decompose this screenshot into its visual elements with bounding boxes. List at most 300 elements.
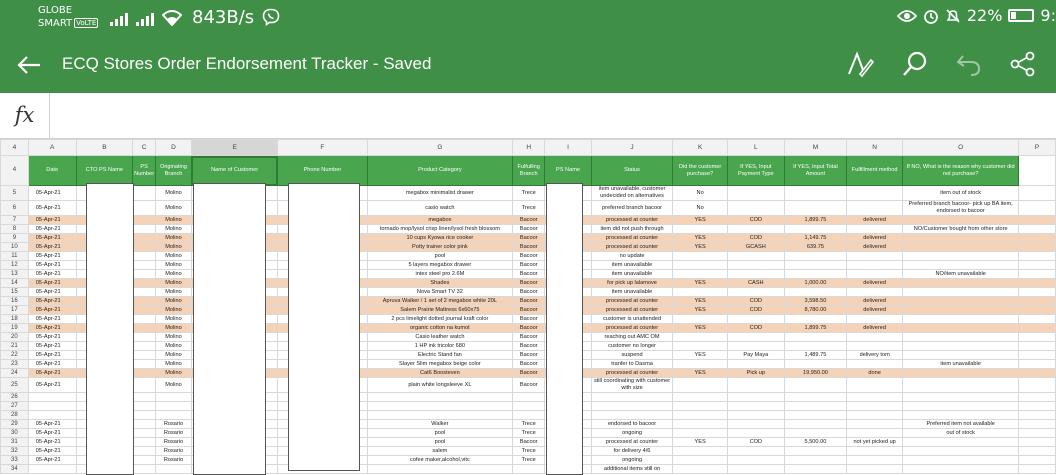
- cell-g[interactable]: Nova Smart TV 32: [367, 288, 513, 297]
- header-cell-l[interactable]: If YES, Input Payment Type: [727, 156, 784, 186]
- cell-k[interactable]: YES: [673, 351, 728, 360]
- cell-a[interactable]: 05-Apr-21: [28, 288, 76, 297]
- cell-g[interactable]: [367, 402, 513, 411]
- column-header-e[interactable]: E: [191, 140, 277, 156]
- cell-g[interactable]: Cat6 Boosteven: [367, 369, 513, 378]
- cell-o[interactable]: [903, 333, 1019, 342]
- row-number[interactable]: 11: [1, 252, 29, 261]
- cell-m[interactable]: [784, 429, 847, 438]
- cell-c[interactable]: [133, 447, 156, 456]
- cell-g[interactable]: cofee maker,alcohol,vitc: [367, 456, 513, 465]
- cell-n[interactable]: delivered: [847, 216, 903, 225]
- cell-c[interactable]: [133, 342, 156, 351]
- cell-p[interactable]: [1019, 378, 1056, 393]
- cell-g[interactable]: 1 HP ink tricolor 680: [367, 342, 513, 351]
- cell-c[interactable]: [133, 465, 156, 474]
- header-cell-c[interactable]: PS Number: [133, 156, 156, 186]
- cell-l[interactable]: [727, 225, 784, 234]
- cell-j[interactable]: processed at counter: [591, 234, 672, 243]
- cell-n[interactable]: [847, 261, 903, 270]
- cell-g[interactable]: pool: [367, 252, 513, 261]
- cell-l[interactable]: Pay Maya: [727, 351, 784, 360]
- cell-j[interactable]: tranfer to Dasma: [591, 360, 672, 369]
- row-number[interactable]: 5: [1, 186, 29, 201]
- cell-d[interactable]: Molino: [156, 252, 192, 261]
- header-cell-m[interactable]: If YES, Input Total Amount: [784, 156, 847, 186]
- cell-h[interactable]: Bacoor: [513, 261, 545, 270]
- cell-g[interactable]: organic cotton na kumot: [367, 324, 513, 333]
- cell-m[interactable]: [784, 225, 847, 234]
- cell-n[interactable]: done: [847, 369, 903, 378]
- cell-p[interactable]: [1019, 402, 1056, 411]
- cell-l[interactable]: [727, 447, 784, 456]
- cell-n[interactable]: [847, 315, 903, 324]
- cell-n[interactable]: delivered: [847, 279, 903, 288]
- cell-j[interactable]: ongoing: [591, 456, 672, 465]
- row-number[interactable]: 29: [1, 420, 29, 429]
- cell-h[interactable]: Bacoor: [513, 369, 545, 378]
- row-number[interactable]: 27: [1, 402, 29, 411]
- header-cell-o[interactable]: If NO, What is the reason why customer did not purchase?: [903, 156, 1019, 186]
- row-number[interactable]: 16: [1, 297, 29, 306]
- cell-a[interactable]: 05-Apr-21: [28, 252, 76, 261]
- cell-d[interactable]: Molino: [156, 279, 192, 288]
- cell-m[interactable]: [784, 288, 847, 297]
- cell-c[interactable]: [133, 252, 156, 261]
- cell-k[interactable]: [673, 429, 728, 438]
- cell-p[interactable]: [1019, 456, 1056, 465]
- cell-k[interactable]: [673, 315, 728, 324]
- header-cell-d[interactable]: Originating Branch: [156, 156, 192, 186]
- cell-g[interactable]: megabox: [367, 216, 513, 225]
- cell-n[interactable]: delivered: [847, 234, 903, 243]
- cell-c[interactable]: [133, 420, 156, 429]
- cell-h[interactable]: Bacoor: [513, 225, 545, 234]
- cell-d[interactable]: Molino: [156, 201, 192, 216]
- cell-m[interactable]: [784, 315, 847, 324]
- cell-o[interactable]: [903, 288, 1019, 297]
- column-header-p[interactable]: P: [1019, 140, 1056, 156]
- cell-j[interactable]: still coordinating with customer with size: [591, 378, 672, 393]
- cell-j[interactable]: ongoing: [591, 429, 672, 438]
- cell-n[interactable]: [847, 201, 903, 216]
- cell-n[interactable]: [847, 252, 903, 261]
- row-number[interactable]: 10: [1, 243, 29, 252]
- cell-j[interactable]: item did not push through: [591, 225, 672, 234]
- cell-p[interactable]: [1019, 216, 1056, 225]
- column-header-d[interactable]: D: [156, 140, 192, 156]
- cell-a[interactable]: [28, 465, 76, 474]
- row-number[interactable]: 28: [1, 411, 29, 420]
- cell-d[interactable]: [156, 465, 192, 474]
- cell-m[interactable]: [784, 456, 847, 465]
- cell-l[interactable]: [727, 333, 784, 342]
- cell-d[interactable]: Rosario: [156, 420, 192, 429]
- header-cell-g[interactable]: Product Category: [367, 156, 513, 186]
- cell-l[interactable]: COD: [727, 297, 784, 306]
- cell-n[interactable]: [847, 456, 903, 465]
- cell-d[interactable]: Rosario: [156, 447, 192, 456]
- cell-p[interactable]: [1019, 438, 1056, 447]
- cell-l[interactable]: CASH: [727, 279, 784, 288]
- cell-n[interactable]: not yet picked up: [847, 438, 903, 447]
- cell-d[interactable]: Molino: [156, 369, 192, 378]
- cell-k[interactable]: [673, 420, 728, 429]
- cell-l[interactable]: [727, 378, 784, 393]
- cell-l[interactable]: [727, 420, 784, 429]
- cell-d[interactable]: Molino: [156, 270, 192, 279]
- cell-l[interactable]: [727, 393, 784, 402]
- cell-h[interactable]: [513, 465, 545, 474]
- header-cell-k[interactable]: Did the customer purchase?: [673, 156, 728, 186]
- cell-l[interactable]: COD: [727, 324, 784, 333]
- cell-h[interactable]: Trece: [513, 420, 545, 429]
- cell-a[interactable]: 05-Apr-21: [28, 447, 76, 456]
- cell-l[interactable]: COD: [727, 234, 784, 243]
- cell-p[interactable]: [1019, 429, 1056, 438]
- cell-h[interactable]: Bacoor: [513, 216, 545, 225]
- cell-m[interactable]: 5,500.00: [784, 438, 847, 447]
- cell-p[interactable]: [1019, 360, 1056, 369]
- header-cell-h[interactable]: Fulfulling Branch: [513, 156, 545, 186]
- cell-l[interactable]: [727, 402, 784, 411]
- cell-h[interactable]: [513, 411, 545, 420]
- cell-a[interactable]: 05-Apr-21: [28, 279, 76, 288]
- cell-p[interactable]: [1019, 225, 1056, 234]
- cell-j[interactable]: processed at counter: [591, 243, 672, 252]
- cell-p[interactable]: [1019, 411, 1056, 420]
- cell-l[interactable]: [727, 429, 784, 438]
- column-header-k[interactable]: K: [673, 140, 728, 156]
- cell-l[interactable]: COD: [727, 306, 784, 315]
- cell-o[interactable]: item out of stock: [903, 186, 1019, 201]
- cell-h[interactable]: Bacoor: [513, 243, 545, 252]
- cell-h[interactable]: Bacoor: [513, 438, 545, 447]
- cell-o[interactable]: NO/Customer bought from other store: [903, 225, 1019, 234]
- cell-m[interactable]: [784, 420, 847, 429]
- cell-j[interactable]: preferred branch bacoor: [591, 201, 672, 216]
- row-number[interactable]: 15: [1, 288, 29, 297]
- cell-p[interactable]: [1019, 270, 1056, 279]
- cell-d[interactable]: Molino: [156, 234, 192, 243]
- cell-n[interactable]: [847, 411, 903, 420]
- cell-g[interactable]: Salem Prairie Mattress 6x60x75: [367, 306, 513, 315]
- cell-c[interactable]: [133, 297, 156, 306]
- cell-h[interactable]: Bacoor: [513, 360, 545, 369]
- cell-c[interactable]: [133, 378, 156, 393]
- header-cell-p[interactable]: [1019, 156, 1056, 186]
- cell-l[interactable]: [727, 465, 784, 474]
- row-number[interactable]: 24: [1, 369, 29, 378]
- header-cell-a[interactable]: Date: [28, 156, 76, 186]
- cell-h[interactable]: Bacoor: [513, 288, 545, 297]
- cell-c[interactable]: [133, 351, 156, 360]
- cell-o[interactable]: [903, 315, 1019, 324]
- cell-n[interactable]: delivered: [847, 243, 903, 252]
- cell-j[interactable]: item unavailable: [591, 270, 672, 279]
- column-header-a[interactable]: A: [28, 140, 76, 156]
- row-number[interactable]: 25: [1, 378, 29, 393]
- cell-g[interactable]: Potty trainer color pink: [367, 243, 513, 252]
- cell-c[interactable]: [133, 411, 156, 420]
- cell-o[interactable]: [903, 393, 1019, 402]
- cell-a[interactable]: 05-Apr-21: [28, 333, 76, 342]
- cell-k[interactable]: [673, 333, 728, 342]
- cell-k[interactable]: YES: [673, 234, 728, 243]
- cell-g[interactable]: salem: [367, 447, 513, 456]
- cell-a[interactable]: 05-Apr-21: [28, 270, 76, 279]
- cell-a[interactable]: 05-Apr-21: [28, 216, 76, 225]
- cell-h[interactable]: Bacoor: [513, 378, 545, 393]
- cell-j[interactable]: [591, 393, 672, 402]
- back-arrow-icon[interactable]: [14, 50, 44, 80]
- row-number[interactable]: 21: [1, 342, 29, 351]
- cell-a[interactable]: 05-Apr-21: [28, 225, 76, 234]
- cell-d[interactable]: [156, 402, 192, 411]
- row-number[interactable]: 34: [1, 465, 29, 474]
- cell-c[interactable]: [133, 438, 156, 447]
- cell-m[interactable]: [784, 447, 847, 456]
- cell-p[interactable]: [1019, 369, 1056, 378]
- row-number[interactable]: 19: [1, 324, 29, 333]
- row-number[interactable]: 20: [1, 333, 29, 342]
- cell-n[interactable]: [847, 270, 903, 279]
- cell-k[interactable]: [673, 447, 728, 456]
- cell-k[interactable]: [673, 465, 728, 474]
- cell-d[interactable]: Molino: [156, 378, 192, 393]
- column-header-b[interactable]: B: [76, 140, 133, 156]
- cell-k[interactable]: No: [673, 201, 728, 216]
- cell-j[interactable]: endorsed to bacoor: [591, 420, 672, 429]
- cell-h[interactable]: Bacoor: [513, 351, 545, 360]
- cell-o[interactable]: [903, 447, 1019, 456]
- cell-c[interactable]: [133, 393, 156, 402]
- cell-d[interactable]: Rosario: [156, 456, 192, 465]
- cell-g[interactable]: [367, 393, 513, 402]
- cell-k[interactable]: [673, 360, 728, 369]
- cell-p[interactable]: [1019, 342, 1056, 351]
- cell-g[interactable]: 5 layers megabox drawer: [367, 261, 513, 270]
- cell-d[interactable]: Molino: [156, 342, 192, 351]
- cell-c[interactable]: [133, 234, 156, 243]
- cell-m[interactable]: [784, 465, 847, 474]
- cell-k[interactable]: YES: [673, 438, 728, 447]
- cell-o[interactable]: NO/item unavailable: [903, 270, 1019, 279]
- header-cell-i[interactable]: PS Name: [545, 156, 592, 186]
- cell-p[interactable]: [1019, 201, 1056, 216]
- cell-a[interactable]: 05-Apr-21: [28, 186, 76, 201]
- formula-bar[interactable]: [0, 93, 1056, 139]
- cell-g[interactable]: megabox minimalist drawer: [367, 186, 513, 201]
- cell-h[interactable]: Trece: [513, 186, 545, 201]
- cell-p[interactable]: [1019, 288, 1056, 297]
- cell-o[interactable]: [903, 351, 1019, 360]
- cell-p[interactable]: [1019, 420, 1056, 429]
- cell-a[interactable]: 05-Apr-21: [28, 360, 76, 369]
- cell-o[interactable]: [903, 234, 1019, 243]
- cell-k[interactable]: YES: [673, 297, 728, 306]
- undo-icon[interactable]: [955, 50, 983, 78]
- cell-h[interactable]: Bacoor: [513, 342, 545, 351]
- cell-m[interactable]: 639.75: [784, 243, 847, 252]
- cell-l[interactable]: COD: [727, 438, 784, 447]
- cell-c[interactable]: [133, 243, 156, 252]
- cell-k[interactable]: No: [673, 186, 728, 201]
- cell-k[interactable]: YES: [673, 279, 728, 288]
- search-icon[interactable]: [901, 50, 929, 78]
- cell-m[interactable]: [784, 342, 847, 351]
- cell-o[interactable]: out of stock: [903, 429, 1019, 438]
- cell-n[interactable]: [847, 378, 903, 393]
- cell-l[interactable]: COD: [727, 216, 784, 225]
- cell-k[interactable]: [673, 270, 728, 279]
- cell-j[interactable]: additional items still on: [591, 465, 672, 474]
- cell-a[interactable]: 05-Apr-21: [28, 324, 76, 333]
- cell-o[interactable]: [903, 456, 1019, 465]
- column-header-l[interactable]: L: [727, 140, 784, 156]
- cell-k[interactable]: [673, 393, 728, 402]
- row-number[interactable]: 14: [1, 279, 29, 288]
- cell-d[interactable]: Molino: [156, 351, 192, 360]
- cell-g[interactable]: Walker: [367, 420, 513, 429]
- cell-g[interactable]: intex steel pro 2.6M: [367, 270, 513, 279]
- cell-l[interactable]: [727, 261, 784, 270]
- cell-c[interactable]: [133, 360, 156, 369]
- cell-a[interactable]: 05-Apr-21: [28, 369, 76, 378]
- spreadsheet-table[interactable]: [0, 139, 1056, 474]
- cell-n[interactable]: [847, 393, 903, 402]
- cell-c[interactable]: [133, 456, 156, 465]
- cell-a[interactable]: 05-Apr-21: [28, 456, 76, 465]
- cell-k[interactable]: [673, 378, 728, 393]
- cell-o[interactable]: [903, 261, 1019, 270]
- cell-p[interactable]: [1019, 234, 1056, 243]
- row-number[interactable]: 22: [1, 351, 29, 360]
- column-header-g[interactable]: G: [367, 140, 513, 156]
- cell-o[interactable]: [903, 243, 1019, 252]
- cell-p[interactable]: [1019, 306, 1056, 315]
- cell-c[interactable]: [133, 270, 156, 279]
- header-cell-e[interactable]: Name of Customer: [191, 156, 277, 186]
- cell-n[interactable]: [847, 360, 903, 369]
- row-number[interactable]: 6: [1, 201, 29, 216]
- header-cell-f[interactable]: Phone Number: [278, 156, 367, 186]
- column-header-n[interactable]: N: [847, 140, 903, 156]
- cell-n[interactable]: [847, 447, 903, 456]
- cell-o[interactable]: item unavailable: [903, 360, 1019, 369]
- cell-m[interactable]: [784, 378, 847, 393]
- column-header-c[interactable]: C: [133, 140, 156, 156]
- cell-g[interactable]: Casio leather watch: [367, 333, 513, 342]
- cell-h[interactable]: Bacoor: [513, 315, 545, 324]
- cell-g[interactable]: plain white longsleeve XL: [367, 378, 513, 393]
- cell-n[interactable]: delivered: [847, 306, 903, 315]
- cell-c[interactable]: [133, 261, 156, 270]
- cell-a[interactable]: 05-Apr-21: [28, 378, 76, 393]
- cell-c[interactable]: [133, 288, 156, 297]
- row-number[interactable]: 31: [1, 438, 29, 447]
- row-number[interactable]: 12: [1, 261, 29, 270]
- cell-o[interactable]: [903, 324, 1019, 333]
- row-number[interactable]: 30: [1, 429, 29, 438]
- cell-m[interactable]: [784, 201, 847, 216]
- cell-d[interactable]: Molino: [156, 288, 192, 297]
- cell-d[interactable]: Molino: [156, 360, 192, 369]
- cell-n[interactable]: delivered: [847, 324, 903, 333]
- cell-j[interactable]: customer is unattended: [591, 315, 672, 324]
- row-number[interactable]: 4: [1, 156, 29, 186]
- cell-c[interactable]: [133, 369, 156, 378]
- cell-h[interactable]: Bacoor: [513, 324, 545, 333]
- cell-p[interactable]: [1019, 465, 1056, 474]
- cell-l[interactable]: [727, 360, 784, 369]
- cell-k[interactable]: [673, 225, 728, 234]
- cell-a[interactable]: 05-Apr-21: [28, 438, 76, 447]
- cell-a[interactable]: 05-Apr-21: [28, 243, 76, 252]
- cell-l[interactable]: GCASH: [727, 243, 784, 252]
- cell-a[interactable]: 05-Apr-21: [28, 429, 76, 438]
- cell-o[interactable]: [903, 342, 1019, 351]
- cell-n[interactable]: [847, 402, 903, 411]
- cell-h[interactable]: Bacoor: [513, 306, 545, 315]
- cell-j[interactable]: item unavailable: [591, 288, 672, 297]
- cell-a[interactable]: [28, 393, 76, 402]
- cell-j[interactable]: processed at counter: [591, 216, 672, 225]
- cell-l[interactable]: [727, 252, 784, 261]
- cell-k[interactable]: [673, 261, 728, 270]
- cell-j[interactable]: processed at counter: [591, 306, 672, 315]
- cell-d[interactable]: Molino: [156, 315, 192, 324]
- cell-o[interactable]: Preferred item not available: [903, 420, 1019, 429]
- cell-m[interactable]: [784, 270, 847, 279]
- cell-g[interactable]: Shades: [367, 279, 513, 288]
- cell-l[interactable]: Pick up: [727, 369, 784, 378]
- cell-o[interactable]: [903, 438, 1019, 447]
- row-number[interactable]: 8: [1, 225, 29, 234]
- cell-m[interactable]: [784, 402, 847, 411]
- cell-h[interactable]: Trece: [513, 201, 545, 216]
- cell-n[interactable]: [847, 225, 903, 234]
- cell-o[interactable]: Preferred branch bacoor- pick up BA item, endorsed to bacoor: [903, 201, 1019, 216]
- cell-g[interactable]: [367, 465, 513, 474]
- cell-p[interactable]: [1019, 393, 1056, 402]
- cell-h[interactable]: Trece: [513, 447, 545, 456]
- row-number[interactable]: 9: [1, 234, 29, 243]
- cell-k[interactable]: YES: [673, 216, 728, 225]
- cell-k[interactable]: [673, 342, 728, 351]
- cell-m[interactable]: [784, 411, 847, 420]
- cell-d[interactable]: Molino: [156, 225, 192, 234]
- cell-j[interactable]: for delivery 4/6: [591, 447, 672, 456]
- cell-g[interactable]: Apruva Walker / 1 set of 2 megabox white 20L: [367, 297, 513, 306]
- cell-c[interactable]: [133, 306, 156, 315]
- cell-d[interactable]: Molino: [156, 186, 192, 201]
- select-all-corner[interactable]: 4: [1, 140, 29, 156]
- cell-k[interactable]: YES: [673, 324, 728, 333]
- cell-m[interactable]: 19,950.00: [784, 369, 847, 378]
- cell-a[interactable]: 05-Apr-21: [28, 261, 76, 270]
- cell-m[interactable]: 3,598.50: [784, 297, 847, 306]
- cell-m[interactable]: [784, 360, 847, 369]
- cell-g[interactable]: pool: [367, 438, 513, 447]
- cell-m[interactable]: [784, 333, 847, 342]
- cell-h[interactable]: Bacoor: [513, 279, 545, 288]
- cell-g[interactable]: [367, 411, 513, 420]
- cell-p[interactable]: [1019, 351, 1056, 360]
- cell-d[interactable]: Molino: [156, 216, 192, 225]
- cell-j[interactable]: no update: [591, 252, 672, 261]
- cell-n[interactable]: [847, 465, 903, 474]
